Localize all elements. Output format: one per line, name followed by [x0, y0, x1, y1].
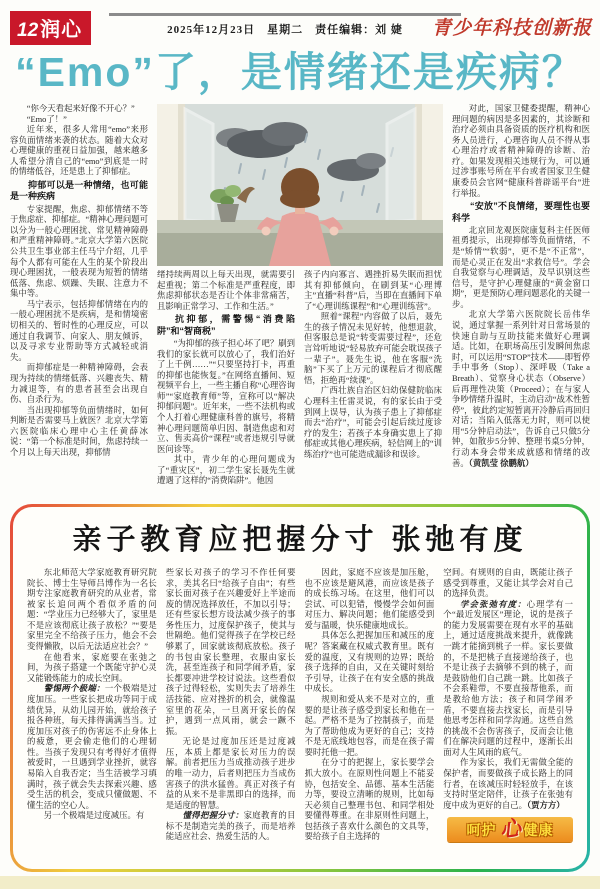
article-paragraph: 在分寸的把握上，家长要学会抓大放小。在原则性问题上不能妥协，包括安全、品德、基本生活能力等，要设立清晰的规则，比如每天必须自己整理书包、和同学相处要懂得尊重。在非原则性问题上，包括孩子喜欢什么颜色的文具等，要给孩子自主选择的: [304, 758, 435, 842]
article-paragraph: 专家提醒，焦虑、抑郁情绪不等于焦虑症、抑郁症。“精神心理问题可以分为一般心理困扰、常见精神障碍和严重精神障碍。”北京大学第六医院公共卫生事业部主任马宁介绍，几乎每个人都有可能在人生的某个阶段出现心理困扰，一般表现为短暂的情绪低落、焦虑、烦躁、失眠、注意力不集中等。: [10, 204, 148, 299]
article-paragraph: 马宁表示，包括抑郁情绪在内的一般心理困扰不是疾病，是和情境密切相关的、暂时性的心理反应，可以通过自我调节、向家人、朋友倾诉，以及寻求专业帮助等方式减轻或消失。: [10, 299, 148, 362]
article-subhead: “安放”不良情绪，要理性也要科学: [452, 201, 590, 223]
article-paragraph: “Emo了！”: [26, 114, 67, 124]
article-paragraph: 在他看来，家庭要在张弛之间，为孩子搭建一个既能守护心灵又能锻炼能力的成长空间。: [27, 652, 157, 683]
bottom-article-headline: 亲子教育应把握分寸 张弛有度: [72, 524, 528, 556]
bottom-article-column-3: [305, 568, 435, 864]
main-article-column-2: [157, 270, 295, 498]
badge-text-right: 健康: [523, 821, 554, 838]
main-article-headline: “Emo”了，是情绪还是疾病？: [15, 49, 585, 95]
article-paragraph: “你今天看起来好像不开心？”: [26, 104, 135, 113]
article-paragraph: 规则和爱从来不是对立的，重要的是让孩子感受到家长和他在一起。严格不是为了控制孩子，而是为了帮助他成为更好的自己；支持不是无底线地包容，而是在孩子需要时托他一把。: [304, 694, 435, 757]
article-paragraph: 广西壮族自治区妇幼保健院临床心理科主任雷灵说，有的家长由于受到网上误导，认为孩子患上了抑郁症而去“治疗”，可能会引起后续过度诊疗的发生；若孩子本身确实患上了抑郁症或其他心理疾病，轻信网上的“训练治疗”也可能造成漏诊和误诊。: [304, 386, 442, 459]
article-paragraph: 懂得把握分寸：家庭教育的目标不是制造完美的孩子，而是培养能适应社会、热爱生活的人。: [165, 811, 296, 842]
article-paragraph: 具体怎么把握加压和减压的度呢？答案藏在权威式教育里。既有爱的温度，又有规则的边界；既给孩子选择的自由，又在关键时刻给予引导，让孩子在有安全感的挑战中成长。: [304, 631, 435, 694]
main-article-column-1: [10, 104, 148, 498]
article-paragraph: 近年来，很多人常用“emo”来形容负面情绪来袭的状态。随着大众对心理健康的重视日益加强，越来越多人希望分清自己的“emo”到底是一时的情绪低谷，还是患上了抑郁症。: [10, 125, 148, 177]
article-paragraph: 警惕两个极端：一个极端是过度加压。一些家长把成功等同于成绩优异，从幼儿园开始，就给孩子报各种班，每天排得满满当当。过度加压对孩子的伤害远不止身体上的疲惫，更会偷走他们的心理韧性。当孩子发现只有考得好才值得被爱时，一旦遇到学业挫折，就容易陷入自我否定；当生活被学习填满时，孩子就会失去探索兴趣、感受生活的机会，变成只懂做题、不懂生活的空心人。: [27, 684, 157, 810]
article-paragraph: 空间。有规则的自由，既能让孩子感受到尊重，又能让其学会对自己的选择负责。: [443, 568, 573, 599]
article-paragraph: 北京回龙观医院康复科主任医师祖勇提示，出现抑郁等负面情绪，不是“矫情”“软弱”，更不是“不正常”，而是心灵正在发出“求救信号”。学会自我觉察与心理调适，及早识别这些信号，是守护心理健康的“黄金窗口期”，更是预防心理问题恶化的关键一步。: [452, 225, 590, 309]
page-bottom-margin: [0, 876, 600, 889]
main-article-middle: [157, 104, 443, 498]
badge-text-left: 呵护: [466, 821, 497, 838]
article-paragraph: “为抑郁的孩子担心坏了吧？刷到我们的家长就可以放心了，我们治好了上千例……”“只要坚持打卡，再重的抑郁也能恢复。”在网络直播间、短视频平台上，一些主播自称“心理咨询师”“家庭教育师”等，宣称可以“解决抑郁问题”。近年来，一些不法机构或个人打着心理健康科普的旗号，将精神心理问题简单归因、制造焦虑和对立、售卖高价“课程”或者违规引导就医问诊等。: [157, 338, 295, 454]
article-paragraph: 照着“课程”内容做了以后，聂先生的孩子情况未见好转，他想退款，但客服总是说“转变需要过程”，还危言耸听地说“轻易放弃可能会耽误孩子一辈子”。聂先生说，他在客服“洗脑”下买了上万元的课程后才彻底醒悟，拒绝再“续课”。: [304, 312, 442, 385]
article-paragraph: 北京大学第六医院院长岳伟华说，通过掌握一系列针对日常场景的快速自助与互助技能来做好心理调适。比如，在职场高压引发瞬间焦虑时，可以运用“STOP”技术——即暂停手中事务（Stop）、深呼吸（Take a Breath）、觉察身心状态（Observe）后再理性决策（Proceed）；在与家人争吵情绪升温时，主动启动“战术性暂停”，彼此约定短暂离开冷静后再回归对话；当陷入低落无力时，则可以使用“5分钟启动法”，告诉自己只做5分钟，如散步5分钟、整理书桌5分钟，行动本身会带来成就感和情绪的改善。（黄凯莹 徐鹏航）: [452, 310, 590, 468]
bottom-article-column-4: [443, 568, 573, 864]
main-article-column-3: [304, 270, 442, 498]
article-paragraph: 对此，国家卫健委提醒，精神心理问题的病因是多因素的，其诊断和治疗必须由具备资质的医疗机构和医务人员进行，心理咨询人员不得从事心理治疗或者精神障碍的诊断、治疗。如果发现相关违规行为，可以通过涉事账号所在平台或者国家卫生健康委员会官网“健康科普辟谣平台”进行举报。: [452, 104, 590, 198]
article-paragraph: 当出现抑郁等负面情绪时，如何判断是否需要马上就医？北京大学第六医院临床心理中心主任黄薛冰说：“第一个标准是时间，焦虑持续一个月以上每天出现，抑郁情: [10, 405, 148, 457]
article-paragraph: 孩子内向寡言、遇挫折易失眠而担忧其有抑郁倾向，在刷到某“心理博主”直播“科普”后，当即在直播间下单了“心理训练课程”和“心理训练营”。: [304, 270, 442, 311]
bottom-article-column-2: [166, 568, 296, 864]
article-paragraph: 些家长对孩子的学习不作任何要求，美其名曰“给孩子自由”；有些家长面对孩子在兴趣爱好上半途而废的情况选择放任，不加以引导；还有些家长想方设法减少孩子的事务性压力，过度保护孩子，使其与世隔绝。他们觉得孩子在学校已经够累了，回家就该彻底放松。孩子的书包由家长整理，衣服由家长洗，甚至连孩子和同学闹矛盾，家长都要冲进学校讨说法。这些看似孩子过得轻松，实则失去了培养生活技能、应对挫折的机会，就像温室里的花朵，一旦离开家长的保护，遇到一点风雨，就会一蹶不振。: [165, 568, 296, 736]
article-paragraph: 东北师范大学家庭教育研究院院长、博士生导师吕博作为一名长期专注家庭教育研究的从业者，常被家长追问两个看似矛盾的问题：“学业压力已经够大了，家里是不是应该彻底让孩子放松？”“要是家里完全不给孩子压力，他会不会变得懒散，以后无法适应社会？”: [27, 568, 157, 652]
page-header: [0, 0, 600, 46]
article-subhead: 抗抑郁，需警惕“消费陷阱”和“智商税”: [157, 314, 295, 336]
article-subhead: 抑郁可以是一种情绪，也可能是一种疾病: [10, 180, 148, 202]
heart-health-badge: [447, 817, 573, 842]
article-paragraph: 另一个极端是过度减压。有: [43, 811, 145, 821]
article-paragraph: 学会张弛有度：心理学有一个“最近发展区”理论，说的是孩子的能力发展需要在现有水平的基础上，通过适度挑战来提升，就像跳一跳才能摘到桃子一样。家长要做的，不是把桃子直接递给孩子，也不是让孩子去摘够不到的桃子，而是鼓励他们自己跳一跳。比如孩子不会系鞋带，不要直接帮他系，而是教给他方法；孩子和同学闹矛盾，不要直接去找家长，而是引导他思考怎样和同学沟通。这些自然的挑战不会伤害孩子，反而会让他们在解决问题的过程中，逐渐长出面对人生风雨的底气。: [443, 599, 573, 757]
article-paragraph: 作为家长，我们无需做全能的保护者，而要做孩子成长路上的同行者，在该减压时轻轻放手，在该支持时坚定陪伴，让孩子在张弛有度中成为更好的自己。（贾方方）: [443, 758, 573, 810]
header-divider: [109, 13, 461, 16]
bottom-article-box: [10, 504, 590, 872]
rainy-window-illustration: [157, 104, 443, 266]
article-paragraph: 绪持续两周以上每天出现，就需要引起重视；第二个标准是严重程度，即焦虑抑郁状态是否让个体非常痛苦，且影响正常学习、工作和生活。”: [157, 270, 295, 311]
main-article-column-4: [452, 104, 590, 498]
newspaper-masthead: 青少年科技创新报: [431, 18, 592, 39]
article-paragraph: 其中，青少年的心理问题成为了“重灾区”，初二学生家长聂先生就遭遇了这样的“消费陷阱”。他因: [157, 455, 295, 486]
page-number: 12: [17, 20, 39, 41]
main-article-body: [0, 100, 600, 498]
section-title: 润心: [40, 19, 83, 41]
article-paragraph: 无论是过度加压还是过度减压，本质上都是家长对压力的误解。前者把压力当成推动孩子进步的唯一动力，后者则把压力当成伤害孩子的洪水猛兽。真正对孩子有益的从来不是非黑即白的选择，而是适度的智慧。: [165, 737, 296, 810]
bottom-article-column-1: [27, 568, 157, 864]
article-paragraph: 因此，家庭不应该是加压舱，也不应该是避风港，而应该是孩子的成长练习场。在这里，他们可以尝试、可以犯错，慢慢学会如何面对压力、解决问题；他们能感受到爱与温暖，快乐健康地成长。: [304, 568, 435, 630]
page-number-badge: [10, 11, 91, 45]
bottom-article-body: [27, 568, 573, 864]
article-paragraph: 而抑郁症是一种精神障碍，会表现为持续的情绪低落、兴趣丧失、精力减退等，有的患者甚至会出现自伤、自杀行为。: [10, 363, 148, 405]
heart-icon: 心: [497, 815, 522, 843]
date-editor-line: 2025年12月23日 星期二 责任编辑：刘 婕: [167, 24, 403, 36]
